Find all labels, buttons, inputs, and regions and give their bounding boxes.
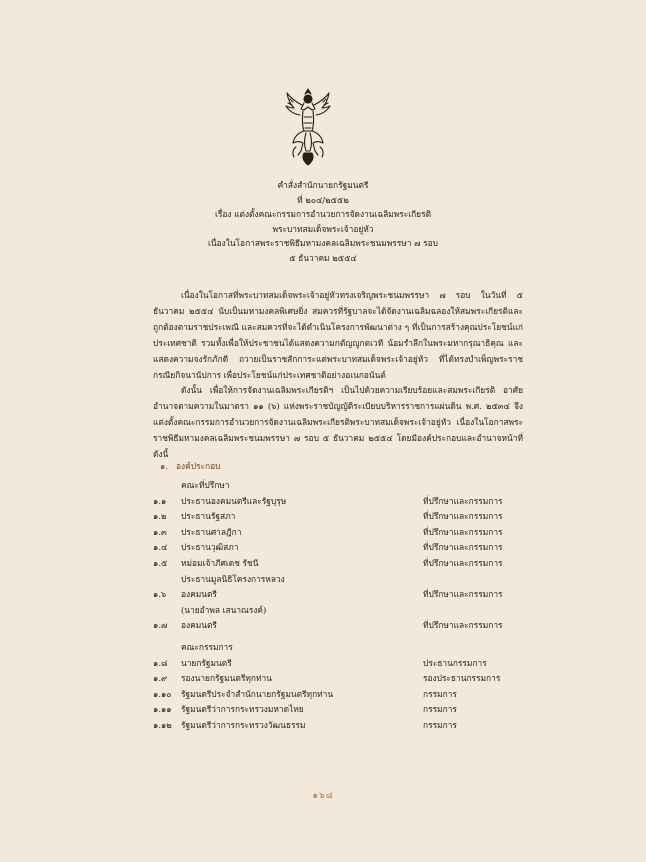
group-label: ประธานมูลนิธิโครงการหลวง <box>181 573 285 584</box>
item-number: ๑.๗ <box>153 620 168 631</box>
list-group-label <box>153 572 523 588</box>
member-position: ประธานศาลฎีกา <box>181 526 242 537</box>
group-label: คณะกรรมการ <box>181 641 233 652</box>
garuda-emblem-icon <box>284 87 332 167</box>
member-position: ประธานรัฐสภา <box>181 511 236 522</box>
member-position: องคมนตรี <box>181 589 217 600</box>
item-number: ๑.๕ <box>153 557 168 568</box>
item-number: ๑.๒ <box>153 511 167 522</box>
header-line-title: คำสั่งสำนักนายกรัฐมนตรี <box>277 180 369 190</box>
list-item <box>153 509 523 525</box>
paragraph-text: เนื่องในโอกาสที่พระบาทสมเด็จพระเจ้าอยู่หัวทรงเจริญพระชนมพรรษา ๗ รอบ ในวันที่ ๕ ธันวาคม ๒๕๕๔ นับเป็นมหามงคลพิเศษยิ่ง สมควรที่รัฐบาลจะได้จัดงานเฉลิมฉลองให้สมพระเกียรติและถูกต้องตามราชประเพณี และสมควรที่จะได้ดำเนินโครงการพัฒนาต่าง ๆ ที่เป็นการสร้างคุณประโยชน์แก่ประเทศชาติ รวมทั้งเพื่อให้ประชาชนได้แสดงความกตัญญูกตเวที น้อมรำลึกในพระมหากรุณาธิคุณ และแสดงความจงรักภักดี ถวายเป็นราชสักการะแด่พระบาทสมเด็จพระเจ้าอยู่หัว ที่ได้ทรงบำเพ็ญพระราชกรณียกิจนานัปการ เพื่อประโยชน์แก่ประเทศชาติอย่างอเนกอนันต์ <box>153 290 523 380</box>
item-number: ๑.๑ <box>153 495 167 506</box>
list-item <box>153 618 523 634</box>
list-item <box>153 718 523 734</box>
header-line-number: ที่ ๒๐๔/๒๕๕๒ <box>297 194 349 205</box>
header-line-subject: เรื่อง แต่งตั้งคณะกรรมการอำนวยการจัดงานเฉลิมพระเกียรติ <box>214 209 432 220</box>
member-position: รองนายกรัฐมนตรีทุกท่าน <box>181 673 272 684</box>
member-position: นายกรัฐมนตรี <box>181 657 232 668</box>
member-role: ที่ปรึกษาและกรรมการ <box>423 495 503 506</box>
list-item <box>153 525 523 541</box>
member-position: รัฐมนตรีว่าการกระทรวงมหาดไทย <box>181 704 304 715</box>
list-item <box>153 540 523 556</box>
item-number: ๑.๑๒ <box>153 719 172 730</box>
list-item <box>153 671 523 687</box>
item-number: ๑.๓ <box>153 526 167 537</box>
section-heading <box>160 459 220 473</box>
item-number: ๑.๑๐ <box>153 688 172 699</box>
section-title: องค์ประกอบ <box>175 461 221 471</box>
member-role: กรรมการ <box>423 688 457 699</box>
member-list <box>153 478 523 734</box>
member-role: ที่ปรึกษาและกรรมการ <box>423 589 503 600</box>
member-position: องคมนตรี <box>181 620 217 631</box>
member-role: ที่ปรึกษาและกรรมการ <box>423 511 503 522</box>
list-group-label <box>153 640 523 656</box>
member-role: กรรมการ <box>423 719 457 730</box>
member-role: ที่ปรึกษาและกรรมการ <box>423 620 503 631</box>
group-label: (นายอำพล เสนาณรงค์) <box>181 604 267 615</box>
list-group-label <box>153 603 523 619</box>
member-position: รัฐมนตรีประจำสำนักนายกรัฐมนตรีทุกท่าน <box>181 688 334 699</box>
page-number: ๑๖๘ <box>312 791 334 801</box>
member-position: หม่อมเจ้าภีศเดช รัชนี <box>181 557 259 568</box>
member-role: รองประธานกรรมการ <box>423 673 501 684</box>
header-line-date: ๕ ธันวาคม ๒๕๕๔ <box>289 252 357 263</box>
header-line-occasion: เนื่องในโอกาสพระราชพิธีมหามงคลเฉลิมพระชนมพรรษา ๗ รอบ <box>208 238 438 249</box>
member-role: ประธานกรรมการ <box>423 657 487 668</box>
item-number: ๑.๙ <box>153 673 168 684</box>
list-item <box>153 494 523 510</box>
list-item <box>153 587 523 603</box>
paragraph-text: ดังนั้น เพื่อให้การจัดงานเฉลิมพระเกียรติฯ เป็นไปด้วยความเรียบร้อยและสมพระเกียรติ อาศัยอำนาจตามความในมาตรา ๑๑ (๖) แห่งพระราชบัญญัติระเบียบบริหารราชการแผ่นดิน พ.ศ. ๒๕๓๔ จึงแต่งตั้งคณะกรรมการอำนวยการจัดงานเฉลิมพระเกียรติพระบาทสมเด็จพระเจ้าอยู่หัว เนื่องในโอกาสพระราชพิธีมหามงคลเฉลิมพระชนมพรรษา ๗ รอบ ๕ ธันวาคม ๒๕๕๔ โดยมีองค์ประกอบและอำนาจหน้าที่ ดังนี้ <box>153 385 523 459</box>
member-role: กรรมการ <box>423 704 457 715</box>
member-role: ที่ปรึกษาและกรรมการ <box>423 526 503 537</box>
list-item <box>153 656 523 672</box>
section-number: ๑. <box>160 461 168 471</box>
body-paragraph-2 <box>153 382 523 462</box>
header-line-subject-2: พระบาทสมเด็จพระเจ้าอยู่หัว <box>272 223 374 234</box>
member-role: ที่ปรึกษาและกรรมการ <box>423 542 503 553</box>
item-number: ๑.๘ <box>153 657 168 668</box>
member-role: ที่ปรึกษาและกรรมการ <box>423 557 503 568</box>
item-number: ๑.๑๑ <box>153 704 172 715</box>
member-position: ประธานวุฒิสภา <box>181 542 239 553</box>
list-item <box>153 687 523 703</box>
body-paragraph-1 <box>153 287 523 383</box>
member-position: รัฐมนตรีว่าการกระทรวงวัฒนธรรม <box>181 719 306 730</box>
item-number: ๑.๔ <box>153 542 168 553</box>
order-header <box>150 178 496 266</box>
group-label: คณะที่ปรึกษา <box>181 480 230 490</box>
item-number: ๑.๖ <box>153 589 167 600</box>
list-item <box>153 702 523 718</box>
member-position: ประธานองคมนตรีและรัฐบุรุษ <box>181 495 287 506</box>
list-group-label <box>153 478 523 494</box>
list-item <box>153 556 523 572</box>
